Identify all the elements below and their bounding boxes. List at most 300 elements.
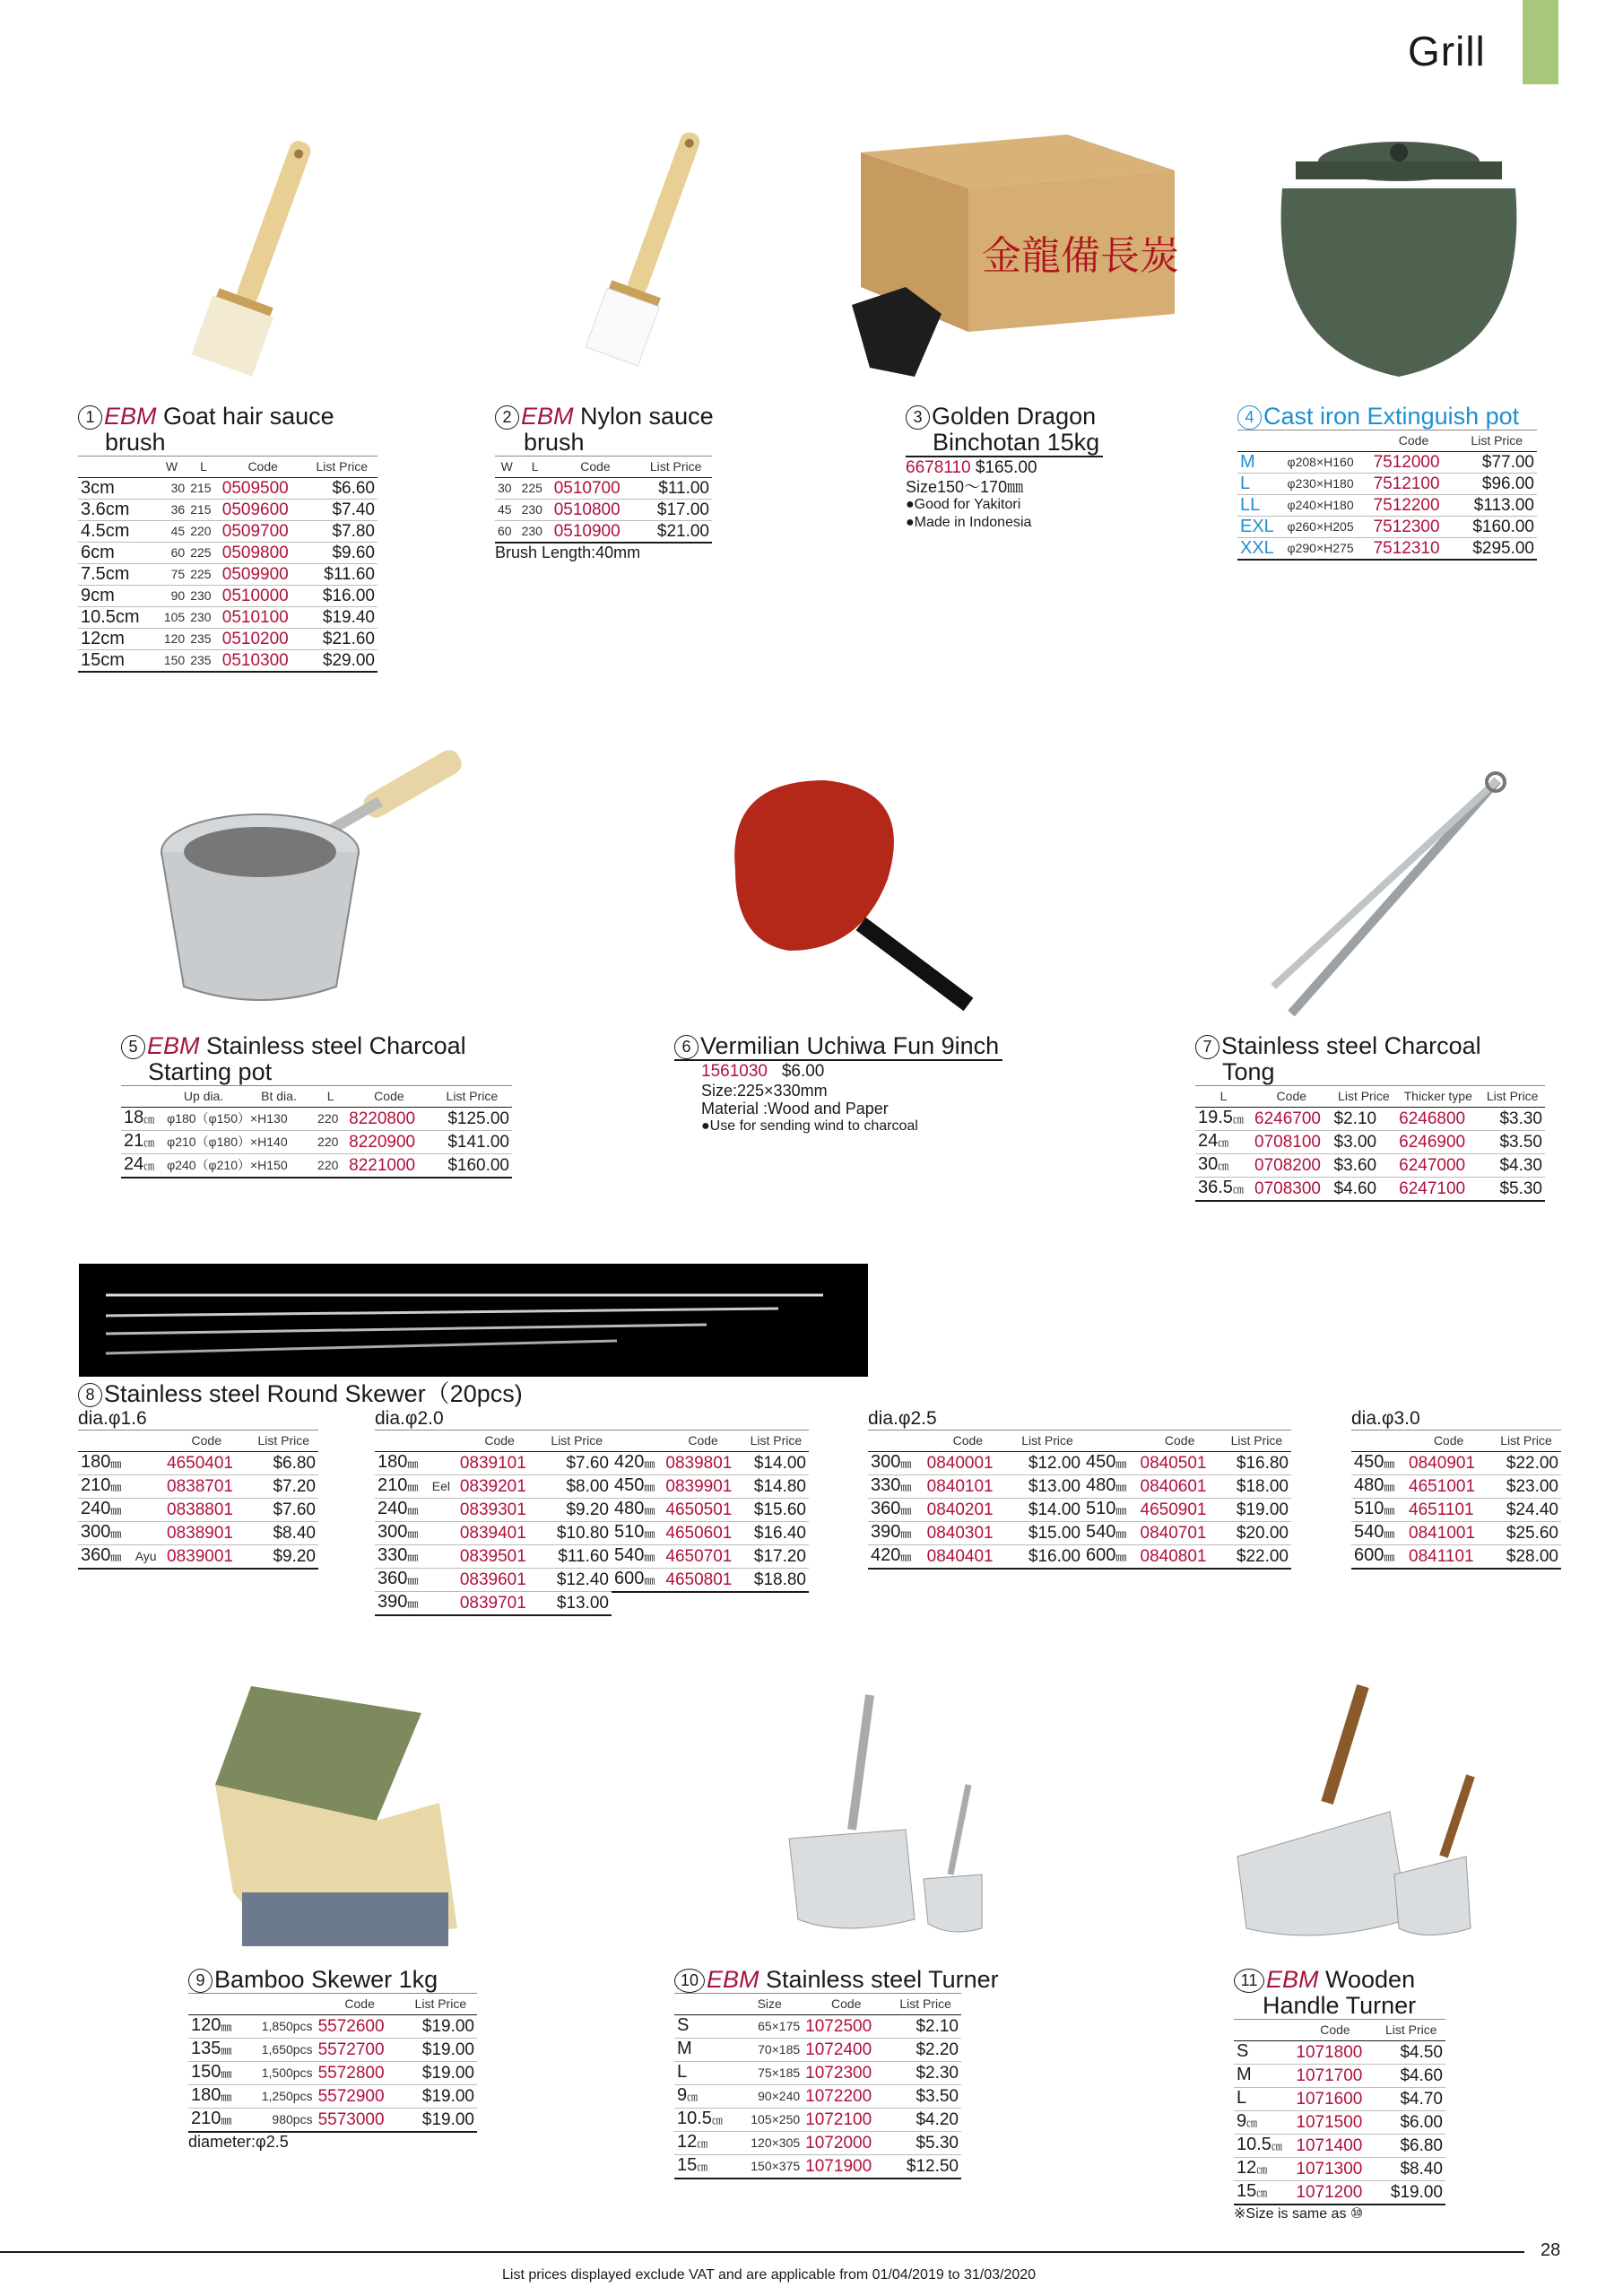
table-row [868, 1545, 1083, 1570]
section-title: Grill [1408, 28, 1486, 74]
size-unit: ㎜ [407, 1574, 419, 1587]
table-row [1195, 1178, 1545, 1202]
size-value: 600 [1354, 1545, 1384, 1565]
size-value: M [1237, 2065, 1252, 2084]
size-value: 15 [1237, 2181, 1257, 2201]
size-value: 480 [614, 1499, 645, 1518]
size-value: 300 [378, 1522, 408, 1542]
item-title [188, 1967, 477, 1993]
table-row [495, 521, 712, 544]
dia-label: dia.φ3.0 [1351, 1408, 1420, 1429]
table-cell [430, 1592, 457, 1616]
goat-brush-image [170, 126, 350, 395]
size-cell [375, 1452, 430, 1475]
table-cell: $19.40 [307, 607, 378, 629]
table-row [612, 1452, 809, 1475]
table-cell: $4.60 [1377, 2065, 1445, 2088]
table-cell: 0839901 [663, 1475, 742, 1499]
item-title [121, 1033, 512, 1059]
table-row [78, 1499, 318, 1522]
table-cell: 0839701 [457, 1592, 542, 1616]
table-row [78, 1475, 318, 1499]
item-stainless-turner [674, 1967, 999, 2179]
size-value: 360 [81, 1545, 111, 1565]
size-cell [1083, 1545, 1138, 1570]
table-cell: $2.30 [890, 2062, 961, 2085]
table-cell: 1072500 [803, 2015, 890, 2039]
size-cell [375, 1569, 430, 1592]
table-cell: $12.50 [890, 2155, 961, 2179]
diameter-note: diameter:φ2.5 [188, 2133, 289, 2151]
table-row [1237, 538, 1537, 561]
size-cell [1195, 1178, 1252, 1202]
table-row [868, 1499, 1083, 1522]
item-charcoal-tong [1195, 1033, 1545, 1202]
table-cell: 215 [187, 500, 220, 521]
table-cell: φ240×H180 [1285, 495, 1371, 517]
table-cell: 1072100 [803, 2109, 890, 2132]
table-cell: 8221000 [346, 1154, 432, 1178]
product-code: 6678110 [906, 458, 971, 477]
price-table: Code List Price 180㎜ 4650401 $6.80 210㎜ 0838701 $7.20 240㎜ 0838801 $7.60 300㎜ 0838901 $8.40 360㎜ Ayu 0839001 $9.20 [78, 1430, 318, 1570]
table-cell: $125.00 [432, 1108, 512, 1131]
table-cell: 0840801 [1138, 1545, 1222, 1570]
item-title [1195, 1033, 1545, 1059]
size-cell [1351, 1545, 1406, 1570]
size-cell [1234, 2135, 1293, 2158]
title-text: Nylon sauce [573, 403, 714, 430]
price-table: W L Code List Price 30 225 0510700 $11.00 45 230 0510800 $17.00 60 230 0510900 $21.00 [495, 456, 712, 544]
size-unit: ㎝ [1218, 1136, 1229, 1149]
table-cell: $77.00 [1456, 452, 1537, 474]
size-cell [121, 1108, 164, 1131]
table-row [1234, 2065, 1445, 2088]
table-cell: $8.00 [542, 1475, 612, 1499]
item-title [1234, 1967, 1445, 1993]
table-cell: 6246700 [1252, 1108, 1332, 1131]
table-cell: 225 [187, 564, 220, 586]
table-cell: $7.60 [249, 1499, 319, 1522]
table-cell: $16.40 [743, 1522, 809, 1545]
size-cell [1351, 1475, 1406, 1499]
table-cell: $14.00 [743, 1452, 809, 1475]
size-value: 330 [378, 1545, 408, 1565]
size-unit: ㎜ [407, 1457, 419, 1470]
table-row [78, 650, 378, 673]
table-cell: $295.00 [1456, 538, 1537, 561]
item-number: 3 [906, 405, 930, 430]
table-cell: $18.80 [743, 1569, 809, 1593]
size-unit: ㎜ [110, 1551, 122, 1563]
table-cell: 6246800 [1396, 1108, 1480, 1131]
table-row [674, 2085, 961, 2109]
wooden-turner-image [1211, 1677, 1480, 1946]
table-cell: 0840101 [924, 1475, 1011, 1499]
table-cell: 220 [315, 1154, 346, 1178]
table-cell: 0839301 [457, 1499, 542, 1522]
material-note: Material :Wood and Paper [701, 1100, 889, 1118]
table-cell: $23.00 [1491, 1475, 1561, 1499]
size-cell [674, 2039, 736, 2062]
table-cell: 0839501 [457, 1545, 542, 1569]
table-cell: 1071300 [1293, 2158, 1376, 2181]
table-cell: 75 [156, 564, 188, 586]
table-cell: 4650601 [663, 1522, 742, 1545]
ebm-brand: EBM [707, 1966, 759, 1993]
table-cell: $19.00 [404, 2109, 477, 2133]
table-cell: LL [1237, 495, 1285, 517]
table-row [78, 1452, 318, 1475]
size-value: 18 [124, 1108, 144, 1127]
table-cell: 7512310 [1371, 538, 1457, 561]
table-cell: 150×375 [736, 2155, 803, 2179]
price-table: Code List Price 180㎜ 0839101 $7.60 210㎜ Eel 0839201 $8.00 240㎜ 0839301 $9.20 300㎜ 0839401 $10.80 330㎜ 0839501 $11.60 360㎜ 0839601 $12.40 390㎜ 0839701 $13.00 [375, 1430, 612, 1616]
item-title [674, 1967, 999, 1993]
table-cell: 1,650pcs [246, 2039, 316, 2062]
size-unit: ㎜ [221, 2091, 232, 2103]
size-note: ※Size is same as ⑩ [1234, 2206, 1364, 2222]
size-cell [1234, 2111, 1293, 2135]
table-cell: $13.00 [542, 1592, 612, 1616]
table-cell: $141.00 [432, 1131, 512, 1154]
extinguish-pot-image [1269, 126, 1529, 395]
table-row [1234, 2111, 1445, 2135]
table-row [1083, 1475, 1291, 1499]
table-cell: 230 [519, 521, 551, 544]
table-cell: $6.80 [249, 1452, 319, 1475]
table-row [612, 1522, 809, 1545]
table-cell: $14.00 [1011, 1499, 1083, 1522]
table-cell: 0839101 [457, 1452, 542, 1475]
size-value: 510 [1086, 1499, 1116, 1518]
size-value: 15 [677, 2155, 698, 2175]
size-cell [1083, 1522, 1138, 1545]
price-table: Code List Price 420㎜ 0839801 $14.00 450㎜ 0839901 $14.80 480㎜ 4650501 $15.60 510㎜ 4650601 $16.40 540㎜ 4650701 $17.20 600㎜ 4650801 $18.80 [612, 1430, 809, 1593]
table-row [121, 1154, 512, 1178]
table-cell: $4.20 [890, 2109, 961, 2132]
table-cell: φ230×H180 [1285, 474, 1371, 495]
table-cell: $160.00 [432, 1154, 512, 1178]
table-cell: XXL [1237, 538, 1285, 561]
size-value: 30 [1198, 1154, 1219, 1174]
table-cell: 0509800 [220, 543, 307, 564]
table-row [188, 2015, 477, 2039]
size-value: 420 [871, 1545, 901, 1565]
item-number: 10 [674, 1969, 705, 1993]
price-table: Code List Price 450㎜ 0840501 $16.80 480㎜ 0840601 $18.00 510㎜ 4650901 $19.00 540㎜ 0840701 $20.00 600㎜ 0840801 $22.00 [1083, 1430, 1291, 1570]
nylon-brush-image [574, 117, 726, 386]
size-value: 10.5 [1237, 2135, 1271, 2154]
size-cell [868, 1522, 924, 1545]
table-cell: 0510000 [220, 586, 307, 607]
table-cell: 0840201 [924, 1499, 1011, 1522]
table-cell [133, 1475, 164, 1499]
table-cell: $21.00 [639, 521, 712, 544]
size-value: 150 [191, 2062, 221, 2082]
size-cell [188, 2085, 246, 2109]
table-cell: $160.00 [1456, 517, 1537, 538]
table-cell: 1071400 [1293, 2135, 1376, 2158]
size-cell [1234, 2158, 1293, 2181]
table-cell: φ208×H160 [1285, 452, 1371, 474]
table-cell: 215 [187, 478, 220, 500]
size-unit: ㎜ [900, 1551, 912, 1563]
table-row [612, 1499, 809, 1522]
table-cell: φ180（φ150）×H130 [164, 1108, 315, 1131]
size-value: S [677, 2015, 690, 2035]
size-cell [78, 1452, 133, 1475]
table-cell: 980pcs [246, 2109, 316, 2133]
price-table: Code List Price 120㎜ 1,850pcs 5572600 $19.00 135㎜ 1,650pcs 5572700 $19.00 150㎜ 1,500pcs 5572800 $19.00 180㎜ 1,250pcs 5572900 $19.00 210㎜ 980pcs 5573000 $19.00 [188, 1993, 477, 2133]
size-unit: ㎜ [221, 2114, 232, 2126]
item-number: 7 [1195, 1035, 1219, 1059]
table-cell: $19.00 [1377, 2181, 1445, 2205]
table-row [1237, 474, 1537, 495]
page-number: 28 [1541, 2240, 1561, 2260]
size-unit: ㎜ [1115, 1481, 1127, 1493]
table-cell: 4650401 [164, 1452, 248, 1475]
table-row [612, 1475, 809, 1499]
size-unit: ㎝ [1232, 1183, 1244, 1196]
table-cell: $13.00 [1011, 1475, 1083, 1499]
table-cell: 6246900 [1396, 1131, 1480, 1154]
size-cell [612, 1499, 663, 1522]
size-unit: ㎜ [900, 1527, 912, 1540]
size-cell [1195, 1154, 1252, 1178]
size-unit: ㎜ [1384, 1504, 1395, 1517]
dia-label: dia.φ1.6 [78, 1408, 147, 1429]
size-unit: ㎝ [1246, 2117, 1258, 2129]
table-cell: 1071500 [1293, 2111, 1376, 2135]
table-row [868, 1452, 1083, 1475]
size-value: L [677, 2062, 688, 2082]
table-cell [430, 1569, 457, 1592]
table-cell: 120 [156, 629, 188, 650]
table-cell: $3.50 [890, 2085, 961, 2109]
table-row [78, 1545, 318, 1570]
table-cell: 0708300 [1252, 1178, 1332, 1202]
table-cell: 4651001 [1406, 1475, 1491, 1499]
item-goat-hair-brush [78, 404, 378, 673]
ebm-brand: EBM [1266, 1966, 1319, 1993]
size-unit: ㎜ [407, 1527, 419, 1540]
ebm-brand: EBM [521, 403, 574, 430]
size-unit: ㎜ [1115, 1457, 1127, 1470]
table-cell: 0510900 [551, 521, 639, 544]
table-cell: 90×240 [736, 2085, 803, 2109]
size-cell [188, 2039, 246, 2062]
size-unit: ㎝ [697, 2161, 708, 2173]
size-value: 24 [124, 1154, 144, 1174]
table-cell: 0510300 [220, 650, 307, 673]
size-cell [674, 2155, 736, 2179]
size-cell [1234, 2088, 1293, 2111]
size-value: 24 [1198, 1131, 1219, 1151]
table-cell: $19.00 [404, 2015, 477, 2039]
size-unit: ㎜ [644, 1504, 655, 1517]
size-value: M [677, 2039, 692, 2058]
table-cell: 7.5cm [78, 564, 156, 586]
size-unit: ㎝ [687, 2091, 699, 2103]
size-unit: ㎜ [110, 1527, 122, 1540]
table-row [674, 2109, 961, 2132]
table-cell: Ayu [133, 1545, 164, 1570]
size-unit: ㎜ [1384, 1527, 1395, 1540]
dia-label: dia.φ2.5 [868, 1408, 937, 1429]
table-row [1083, 1545, 1291, 1570]
table-cell: 150 [156, 650, 188, 673]
size-value: 240 [378, 1499, 408, 1518]
table-row [188, 2062, 477, 2085]
size-cell [188, 2062, 246, 2085]
size-cell [1351, 1499, 1406, 1522]
size-value: 450 [614, 1475, 645, 1495]
table-cell: 1072000 [803, 2132, 890, 2155]
size-cell [868, 1499, 924, 1522]
table-cell: $19.00 [1222, 1499, 1291, 1522]
title-text: Golden Dragon [932, 403, 1097, 430]
table-cell: 0510100 [220, 607, 307, 629]
table-cell [133, 1452, 164, 1475]
table-cell: φ210（φ180）×H140 [164, 1131, 315, 1154]
size-value: 180 [378, 1452, 408, 1472]
table-cell: 0838701 [164, 1475, 248, 1499]
price-table: Code List Price 300㎜ 0840001 $12.00 330㎜ 0840101 $13.00 360㎜ 0840201 $14.00 390㎜ 0840301 $15.00 420㎜ 0840401 $16.00 [868, 1430, 1083, 1570]
section-tab [1523, 0, 1558, 84]
size-cell [188, 2015, 246, 2039]
table-row [1351, 1545, 1561, 1570]
table-cell: 230 [187, 586, 220, 607]
table-cell: 1072200 [803, 2085, 890, 2109]
size-unit: ㎜ [644, 1574, 655, 1587]
footer-divider [0, 2251, 1524, 2253]
size-value: 450 [1086, 1452, 1116, 1472]
size-cell [375, 1545, 430, 1569]
table-cell [430, 1522, 457, 1545]
table-cell: 120×305 [736, 2132, 803, 2155]
table-cell: $15.00 [1011, 1522, 1083, 1545]
table-cell: $3.30 [1480, 1108, 1545, 1131]
size-unit: ㎜ [1384, 1481, 1395, 1493]
table-cell: 45 [156, 521, 188, 543]
stainless-turner-image [771, 1686, 986, 1946]
table-cell: $3.50 [1480, 1131, 1545, 1154]
table-cell: 45 [495, 500, 519, 521]
size-cell [674, 2062, 736, 2085]
size-value: 180 [81, 1452, 111, 1472]
table-cell: EXL [1237, 517, 1285, 538]
table-row [674, 2015, 961, 2039]
size-cell [674, 2085, 736, 2109]
size-value: 360 [871, 1499, 901, 1518]
table-cell: $7.60 [542, 1452, 612, 1475]
table-cell: $19.00 [404, 2039, 477, 2062]
table-cell: 1,500pcs [246, 2062, 316, 2085]
table-cell: 0840501 [1138, 1452, 1222, 1475]
table-cell: $6.60 [307, 478, 378, 500]
table-row [868, 1475, 1083, 1499]
size-cell [1083, 1499, 1138, 1522]
table-cell: 5572800 [316, 2062, 404, 2085]
table-cell: 230 [187, 607, 220, 629]
table-cell: $16.00 [307, 586, 378, 607]
bullet-note: ●Good for Yakitori [906, 497, 1021, 512]
table-row [612, 1569, 809, 1593]
table-cell: 0510700 [551, 478, 639, 500]
table-cell: 4.5cm [78, 521, 156, 543]
size-cell [78, 1499, 133, 1522]
size-unit: ㎝ [711, 2114, 723, 2126]
size-value: S [1237, 2041, 1249, 2061]
table-cell: 0838901 [164, 1522, 248, 1545]
item-nylon-brush [495, 404, 714, 561]
charcoal-starting-pot-image [152, 744, 493, 1022]
table-cell: 0509600 [220, 500, 307, 521]
table-cell: 12cm [78, 629, 156, 650]
price-table: Code List Price S 1071800 $4.50 M 1071700 $4.60 L 1071600 $4.70 9㎝ 1071500 $6.00 10.5㎝ 1071400 $6.80 12㎝ 1071300 $8.40 15㎝ 1071200 $19.00 [1234, 2019, 1445, 2205]
table-row [375, 1569, 612, 1592]
table-row [375, 1475, 612, 1499]
table-cell: 1072300 [803, 2062, 890, 2085]
table-row [78, 564, 378, 586]
size-cell [375, 1522, 430, 1545]
size-cell [375, 1592, 430, 1616]
size-cell [1234, 2181, 1293, 2205]
table-row [1351, 1522, 1561, 1545]
size-value: 10.5 [677, 2109, 712, 2128]
title-text: Stainless steel Charcoal [199, 1032, 466, 1059]
table-cell: 0708100 [1252, 1131, 1332, 1154]
item-title [78, 404, 378, 430]
table-cell: 6cm [78, 543, 156, 564]
table-row [1195, 1108, 1545, 1131]
table-cell: 1071200 [1293, 2181, 1376, 2205]
table-cell: 8220900 [346, 1131, 432, 1154]
title-line2: Binchotan 15kg [906, 430, 1103, 457]
item-charcoal-starting-pot [121, 1033, 512, 1178]
table-row [375, 1522, 612, 1545]
size-value: 510 [1354, 1499, 1384, 1518]
table-cell: φ290×H275 [1285, 538, 1371, 561]
size-value: 12 [1237, 2158, 1257, 2178]
table-cell: 5572600 [316, 2015, 404, 2039]
table-cell: 1071800 [1293, 2041, 1376, 2065]
table-cell: 60 [156, 543, 188, 564]
table-cell: 105×250 [736, 2109, 803, 2132]
table-cell: $12.40 [542, 1569, 612, 1592]
table-cell: 1071600 [1293, 2088, 1376, 2111]
table-cell: 75×185 [736, 2062, 803, 2085]
size-unit: ㎜ [900, 1481, 912, 1493]
binchotan-box-image [834, 117, 1193, 386]
title-text: Cast iron Extinguish pot [1263, 403, 1520, 430]
table-cell: 0840601 [1138, 1475, 1222, 1499]
bamboo-skewer-box-image [197, 1668, 466, 1964]
table-row [1195, 1154, 1545, 1178]
size-value: 240 [81, 1499, 111, 1518]
table-cell: $6.80 [1377, 2135, 1445, 2158]
table-cell: 0841101 [1406, 1545, 1491, 1570]
size-value: 210 [81, 1475, 111, 1495]
table-cell: 60 [495, 521, 519, 544]
title-line2: Tong [1222, 1058, 1275, 1085]
table-cell: 4650701 [663, 1545, 742, 1569]
size-value: L [1237, 2088, 1247, 2108]
table-row [375, 1592, 612, 1616]
table-row [121, 1131, 512, 1154]
ebm-brand: EBM [147, 1032, 200, 1059]
size-unit: ㎜ [407, 1551, 419, 1563]
